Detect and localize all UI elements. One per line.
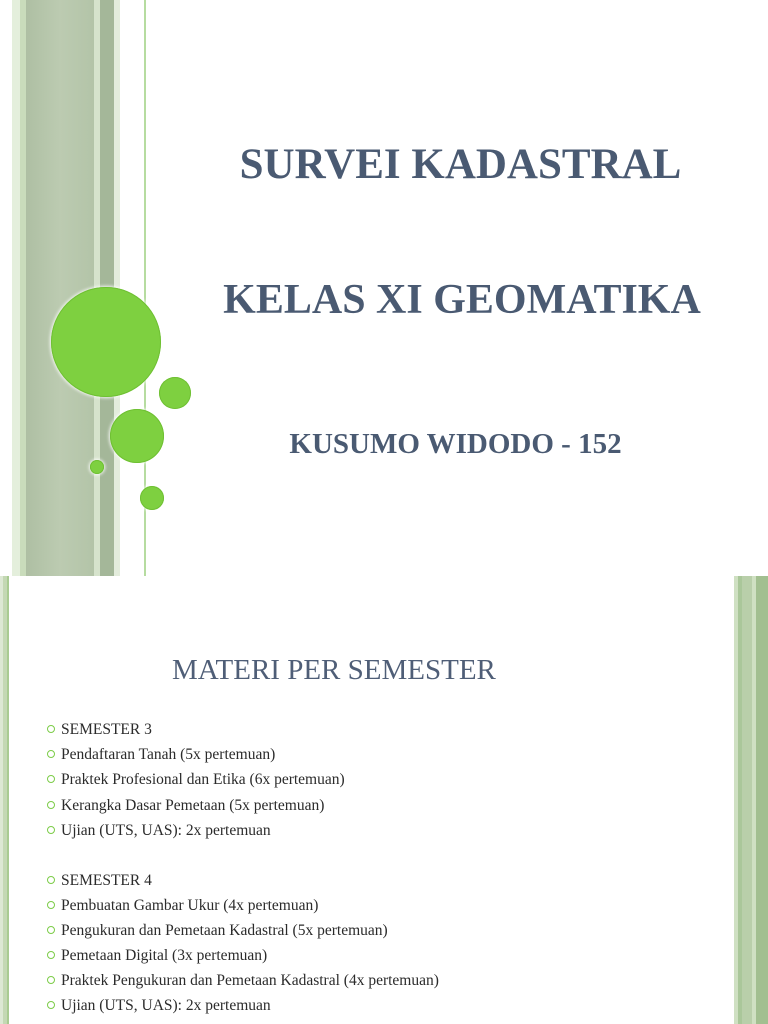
list-item: Ujian (UTS, UAS): 2x pertemuan xyxy=(47,818,439,843)
bullet-circle-icon xyxy=(47,1001,55,1009)
list-item: Praktek Profesional dan Etika (6x pertemuan) xyxy=(47,767,439,792)
slide-subtitle: KELAS XI GEOMATIKA xyxy=(223,277,701,323)
decor-strip xyxy=(7,576,9,1024)
bullet-circle-icon xyxy=(47,901,55,909)
content-slide xyxy=(0,576,768,1024)
bullet-circle-icon xyxy=(47,951,55,959)
list-item: Pembuatan Gambar Ukur (4x pertemuan) xyxy=(47,893,439,918)
bullet-circle-icon xyxy=(47,801,55,809)
semester-list xyxy=(47,717,439,1019)
slide-heading: MATERI PER SEMESTER xyxy=(172,654,496,686)
large-circle-decor xyxy=(51,287,161,397)
list-item: SEMESTER 3 xyxy=(47,717,439,742)
slide-title: SURVEI KADASTRAL xyxy=(239,141,682,188)
list-item: Pemetaan Digital (3x pertemuan) xyxy=(47,943,439,968)
list-item: SEMESTER 4 xyxy=(47,868,439,893)
small-circle-decor xyxy=(159,377,191,409)
bullet-circle-icon xyxy=(47,926,55,934)
list-item: Praktek Pengukuran dan Pemetaan Kadastral (4x pertemuan) xyxy=(47,968,439,993)
tiny-circle-decor xyxy=(90,460,104,474)
list-item: Ujian (UTS, UAS): 2x pertemuan xyxy=(47,993,439,1018)
bullet-circle-icon xyxy=(47,876,55,884)
list-item: Pendaftaran Tanah (5x pertemuan) xyxy=(47,742,439,767)
bullet-circle-icon xyxy=(47,750,55,758)
bullet-circle-icon xyxy=(47,775,55,783)
small-circle-decor xyxy=(140,486,164,510)
decor-strip xyxy=(12,0,20,576)
decor-strip xyxy=(756,576,768,1024)
list-item: Kerangka Dasar Pemetaan (5x pertemuan) xyxy=(47,793,439,818)
bullet-circle-icon xyxy=(47,725,55,733)
author-line: KUSUMO WIDODO - 152 xyxy=(289,428,622,460)
list-item: Pengukuran dan Pemetaan Kadastral (5x pertemuan) xyxy=(47,918,439,943)
decor-strip xyxy=(742,576,752,1024)
bullet-circle-icon xyxy=(47,976,55,984)
decor-strip xyxy=(26,0,94,576)
bullet-circle-icon xyxy=(47,826,55,834)
